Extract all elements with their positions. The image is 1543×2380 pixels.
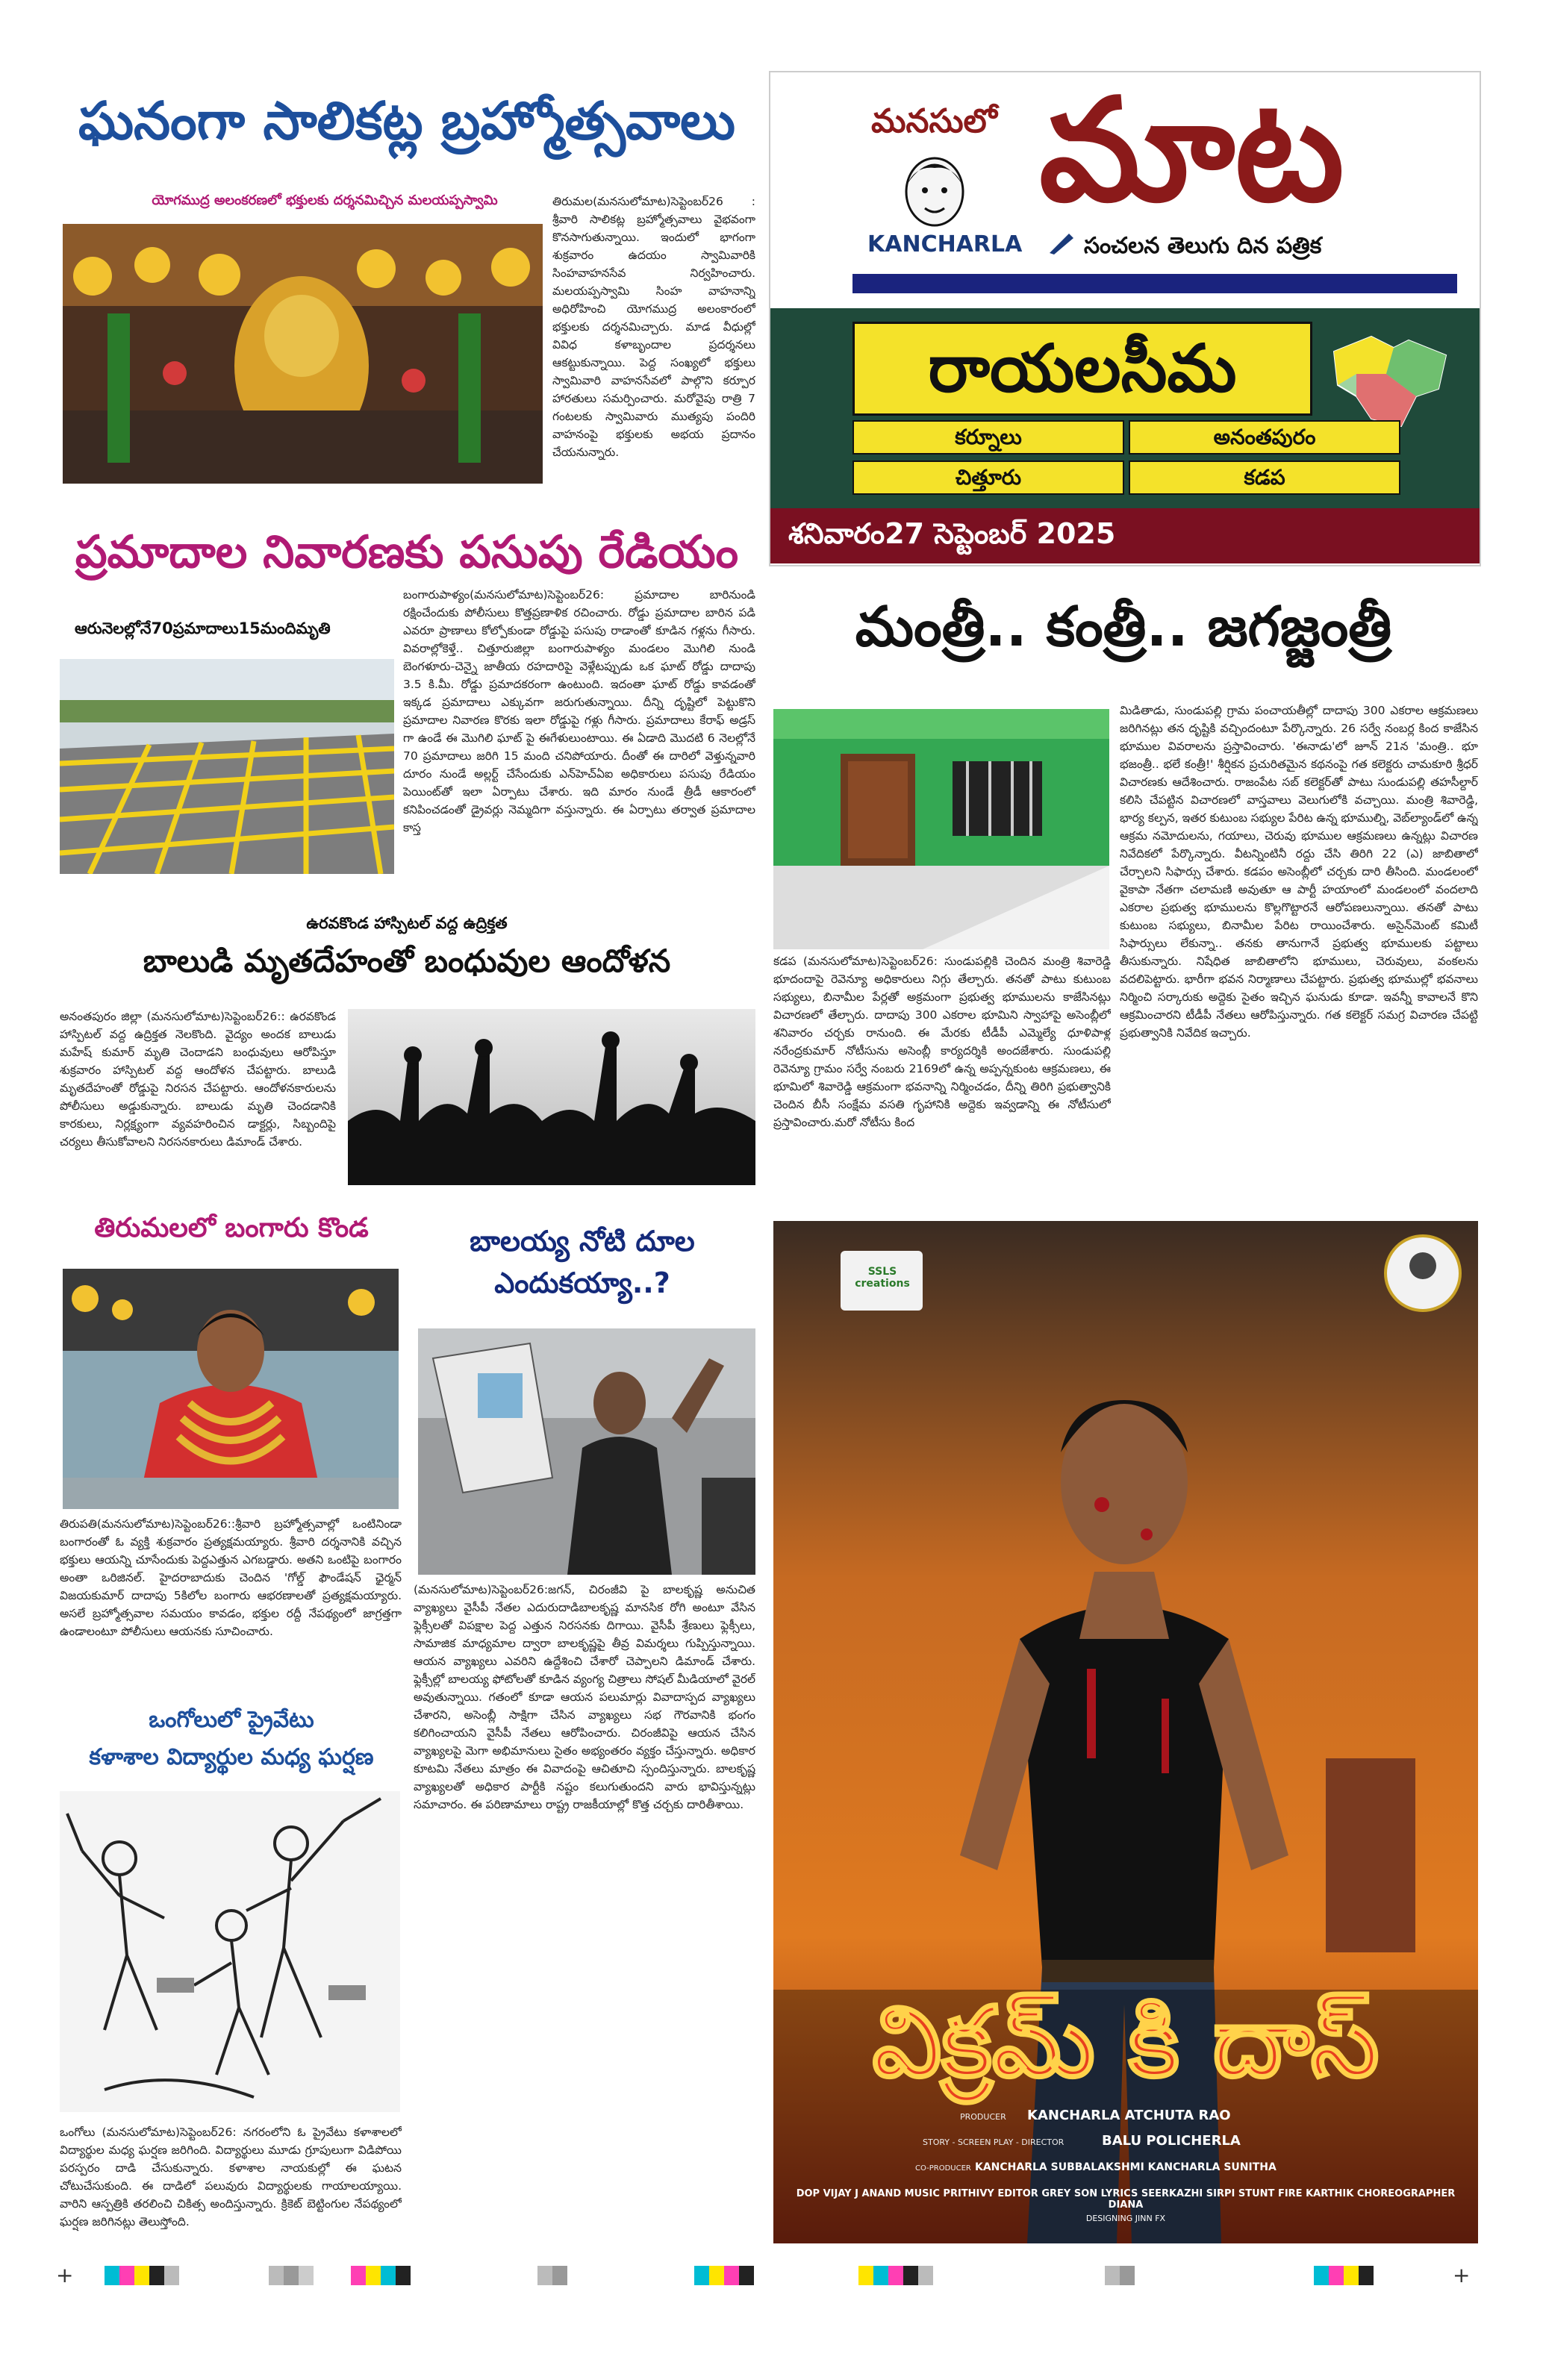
color-bar-7 bbox=[1105, 2266, 1135, 2285]
balayya-headline-line1: బాలయ్య నోటి దూల bbox=[470, 1225, 695, 1258]
uravakonda-body: అనంతపురం జిల్లా (మనసులోమాట)సెప్టెంబర్26:: ఉరవకొండ హాస్పిటల్ వద్ద ఉద్రిక్తత నెలకొంది. వైద్యం అందక బాలుడు మహేష్ కుమార్ మృతి చెందాడని బంధువులు ఆరోపిస్తూ శుక్రవారం హాస్పిటల్ వద్ద ఆందోళన చేపట్టారు. బాలుడి మృతదేహంతో రోడ్డుపై నిరసన చేపట్టారు. ఆందోళనకారులను పోలీసులు అడ్డుకున్నారు. బాలుడు మృతి చెందడానికి కారకులు, నిర్లక్ష్యంగా వ్యవహరించిన డాక్టర్లు, సిబ్బందిపై చర్యలు తీసుకోవాలని నిరసనకారులు డిమాండ్ చేశారు. bbox=[60, 1010, 336, 1149]
minister-headline: మంత్రీ.. కంత్రీ.. జగజ్జంత్రీ bbox=[855, 595, 1392, 659]
color-bar-2 bbox=[269, 2266, 314, 2285]
masthead-blue-bar bbox=[852, 274, 1457, 293]
masthead-tagline: సంచలన తెలుగు దిన పత్రిక bbox=[1084, 233, 1322, 259]
masthead-portrait bbox=[894, 147, 976, 229]
radium-caption: ఆరునెలల్లోనే70ప్రమాదాలు15మందిమృతి bbox=[75, 619, 331, 637]
gold-man-photo bbox=[63, 1269, 399, 1509]
minister-body-right: మిడితాడు, సుండుపల్లి గ్రామ పంచాయతీల్లో దాదాపు 300 ఎకరాల ఆక్రమణలు జరిగినట్లు తన దృష్టికి వచ్చిందంటూ పేర్కొన్నారు. 26 సర్వే నంబర్ల కింద కాజేసిన భూముల వివరాలను ప్రస్తావించారు. 'ఈనాడు'లో జూన్ 21న 'మంత్రి.. భూ భజంత్రీ.. భలే కంత్రీ!' శీర్షికన ప్రచురితమైన కథనంపై గత కలెక్టరు చామకూరి శ్రీధర్ విచారణకు ఆదేశించారు. రాజంపేట సబ్ కలెక్టర్‌తో పాటు సుండుపల్లి తహసీల్దార్ కలిసి చేపట్టిన విచారణలో వాస్తవాలు వెలుగులోకి వచ్చాయి. మంత్రి శివారెడ్డి, భార్య కల్పన, ఇతర కుటుంబ సభ్యుల పేరిట ఉన్న భూముల్ని, వెబ్‌ల్యాండ్‌లో ఉన్న ఆక్రమ నమోదులను, గయాలు, చెరువు భూముల ఆక్రమణలు ఉన్నట్లు విచారణ నివేదికలో పేర్కొన్నారు. వీటన్నింటినీ రద్దు చేసి తిరిగి 22 (ఎ) జాబితాలో చేర్చాలని సిఫార్సు చేశారు. కడపం అసెంబ్లీలో చర్చకు దారి తీసింది. మండలంలో వైకాపా నేతగా చలామణి అవుతూ ఆ పార్టీ హయాంలో మండలంలో వందలాది ఎకరాల ప్రభుత్వ భూములను కొల్లగొట్టారనే ఆరోపణలున్నాయి. తనతో పాటు కుటుంబ సభ్యులు, బినామీల పేరిట రాయించేశారు. అసైన్‌మెంట్ కమిటీ సిఫార్సులు లేకున్నా.. తనకు తానుగానే ప్రభుత్వ భూములకు పట్టాలు తీసుకున్నారు. నిషేధిత జాబితాలోని భూములు, చెరువులు, వంకలను వదలిపెట్టారు. భారీగా భవన నిర్మాణాలు చేపట్టారు. ప్రభుత్వ భూముల్లో భవనాలు నిర్మించి సర్కారుకు అద్దెకు సైతం ఇచ్చిన ఘనుడు కూడా. ఇవన్నీ కావాలనే కొని ఆక్రమించారని టీడీపీ నేతలు ఆరోపిస్తున్నారు. గత కలెక్టర్ సమగ్ర విచారణ చేపట్టి ప్రభుత్వానికి నివేదిక ఇచ్చారు. bbox=[1120, 704, 1478, 1040]
masthead-tag: మనసులో bbox=[871, 102, 997, 140]
movie-credits: DOP VIJAY J ANAND MUSIC PRITHIVY EDITOR GREY SON LYRICS SEERKAZHI SIRPI STUNT FIRE KARTHIK CHOREOGRAPHER DIANA bbox=[796, 2188, 1456, 2211]
color-bar-8 bbox=[1314, 2266, 1374, 2285]
color-bar-4 bbox=[537, 2266, 567, 2285]
minister-house-photo bbox=[773, 709, 1109, 949]
color-bar-5 bbox=[694, 2266, 754, 2285]
color-bar-3 bbox=[351, 2266, 411, 2285]
radium-photo bbox=[60, 659, 394, 874]
masthead-title: మాట bbox=[1039, 68, 1344, 233]
district-kadapa: కడప bbox=[1129, 460, 1400, 495]
edition-label: రాయలసీమ bbox=[928, 330, 1237, 407]
movie-poster bbox=[773, 1221, 1478, 2243]
minister-body-left: కడప (మనసులోమాట)సెప్టెంబర్26: సుండుపల్లికి చెందిన మంత్రి శివారెడ్డి భూదందాపై రెవెన్యూ అధికారులు నిగ్గు తేల్చారు. తనతో పాటు కుటుంబ సభ్యులు, బినామీల పేర్లతో అక్రమంగా ప్రభుత్వ భూములను కాజేసినట్లు విచారణలో తేల్చారు. దాదాపు 300 ఎకరాల భూమిని స్వాహాపై అసెంబ్లీలో శనివారం చర్చకు రానుంది. ఈ మేరకు టీడీపీ ఎమ్మెల్యే ధూళిపాళ్ల నరేంద్రకుమార్ నోటీసును అసెంబ్లీ కార్యదర్శికి అందజేశారు. సుండుపల్లి రెవెన్యూ గ్రామం సర్వే నంబరు 2169లో ఉన్న అప్పన్నకుంట ఆక్రమణలు, ఈ భూమిలో శివారెడ్డి ఆక్రమంగా భవనాన్ని నిర్మించడం, దీన్ని తిరిగి ప్రభుత్వానికి చెందిన బీసీ సంక్షేమ వసతి గృహానికి అద్దెకు ఇవ్వడాన్ని ఈ నోటీసులో ప్రస్తావించారు.మరో నోటీసు కింద bbox=[773, 955, 1111, 1129]
radium-headline: ప్రమాదాల నివారణకు పసుపు రేడియం bbox=[75, 526, 739, 578]
district-anantapur: అనంతపురం bbox=[1129, 420, 1400, 455]
protest-photo bbox=[348, 1009, 755, 1185]
brahmotsavam-body: తిరుమల(మనసులోమాట)సెప్టెంబర్26 : శ్రీవారి సాలికట్ల బ్రహ్మోత్సవాలు వైభవంగా కొనసాగుతున్నాయి. ఇందులో భాగంగా శుక్రవారం ఉదయం స్వామివారికి సింహవాహనసేవ నిర్వహించారు. మలయప్పస్వామి సింహ వాహనాన్ని అధిరోహించి యోగముద్ర అలంకారంలో భక్తులకు దర్శనమిచ్చారు. మాడ వీధుల్లో వివిధ కళాబృందాల ప్రదర్శనలు ఆకట్టుకున్నాయి. పెద్ద సంఖ్యలో భక్తులు స్వామివారి వాహనసేవలో పాల్గొని కర్పూర హారతులు సమర్పించారు. మరోవైపు రాత్రి 7 గంటలకు స్వామివారు ముత్యపు పందిరి వాహనంపై భక్తులకు అభయ ప్రదానం చేయనున్నారు. bbox=[552, 195, 755, 459]
uravakonda-kicker: ఉరవకొండ హాస్పిటల్ వద్ద ఉద్రిక్తత bbox=[306, 914, 508, 932]
color-bar-6 bbox=[858, 2266, 933, 2285]
movie-director: BALU POLICHERLA bbox=[1102, 2133, 1241, 2149]
masthead-brand: KANCHARLA bbox=[867, 231, 1023, 257]
crop-mark-left: + bbox=[56, 2263, 74, 2287]
balayya-body: (మనసులోమాట)సెప్టెంబర్26:జగన్, చిరంజీవి పై బాలకృష్ణ అనుచిత వ్యాఖ్యలు వైసీపీ నేతల ఎదురుదాడిబాలకృష్ణ మానసిక రోగి అంటూ వేసిన ఫ్లెక్సీలతో విపక్షాల పెద్ద ఎత్తున నిరసనకు దిగాయి. వైసీపీ శ్రేణులు ఫ్లెక్సీలు, సామాజిక మాధ్యమాల ద్వారా బాలకృష్ణపై తీవ్ర విమర్శలు గుప్పిస్తున్నాయి. ఆయన వ్యాఖ్యలు ఎవరిని ఉద్దేశించి చేశారో చెప్పాలని డిమాండ్ చేశారు. ఫ్లెక్సీల్లో బాలయ్య ఫోటోలతో కూడిన వ్యంగ్య చిత్రాలు సోషల్ మీడియాలో వైరల్ అవుతున్నాయి. గతంలో కూడా ఆయన పలుమార్లు వివాదాస్పద వ్యాఖ్యలు చేశారని, అసెంబ్లీ సాక్షిగా చేసిన వ్యాఖ్యలు సభ గౌరవానికి భంగం కలిగించాయని వైసీపీ నేతలు ఆరోపించారు. చిరంజీవిపై ఆయన చేసిన వ్యాఖ్యలపై మెగా అభిమానులు సైతం అభ్యంతరం వ్యక్తం చేస్తున్నారు. అధికార కూటమి నేతలు మాత్రం ఈ వివాదంపై ఆచితూచి స్పందిస్తున్నారు. బాలకృష్ణ వ్యాఖ్యలతో అధికార పార్టీకి నష్టం కలుగుతుందని వారు భావిస్తున్నట్లు సమాచారం. ఈ పరిణామాలు రాష్ట్ర రాజకీయాల్లో కొత్త చర్చకు దారితీశాయి. bbox=[414, 1583, 755, 1811]
ongole-headline-line2: కళాశాల విద్యార్థుల మధ్య ఘర్షణ bbox=[89, 1744, 374, 1770]
crop-mark-right: + bbox=[1453, 2263, 1471, 2287]
movie-producer: KANCHARLA ATCHUTA RAO bbox=[1027, 2108, 1231, 2123]
masthead-date-bar bbox=[770, 508, 1480, 563]
movie-title: విక్రమ్ కి దాస్ bbox=[872, 1985, 1380, 2099]
uravakonda-headline: బాలుడి మృతదేహంతో బంధువుల ఆందోళన bbox=[143, 943, 671, 979]
district-kurnool: కర్నూలు bbox=[852, 420, 1124, 455]
movie-producer-label: PRODUCER bbox=[960, 2112, 1006, 2122]
movie-director-label: STORY - SCREEN PLAY - DIRECTOR bbox=[923, 2137, 1064, 2147]
movie-coproducer-label: CO-PRODUCER bbox=[915, 2164, 971, 2173]
brahmotsavam-caption: యోగముద్ర అలంకరణలో భక్తులకు దర్శనమిచ్చిన మలయప్పస్వామి bbox=[152, 193, 498, 208]
movie-coproducers: KANCHARLA SUBBALAKSHMI KANCHARLA SUNITHA bbox=[975, 2161, 1277, 2173]
balayya-protest-photo bbox=[418, 1328, 755, 1575]
district-chittoor: చిత్తూరు bbox=[852, 460, 1124, 495]
gold-headline: తిరుమలలో బంగారు కొండ bbox=[94, 1213, 369, 1243]
pen-icon bbox=[1047, 229, 1076, 259]
masthead-date: శనివారం27 సెప్టెంబర్ 2025 bbox=[788, 517, 1116, 550]
brahmotsavam-headline: ఘనంగా సాలికట్ల బ్రహ్మోత్సవాలు bbox=[78, 90, 736, 152]
balayya-headline-line2: ఎందుకయ్యా..? bbox=[494, 1266, 670, 1299]
movie-logo: SSLS creations bbox=[855, 1266, 910, 1290]
color-bar-1 bbox=[105, 2266, 179, 2285]
radium-body: బంగారుపాళ్యం(మనసులోమాట)సెప్టెంబర్26: ప్రమాదాల బారినుండి రక్షించేందుకు పోలీసులు కొత్తప్రణాళిక రచించారు. రోడ్డు ప్రమాదాల బారిన పడి ఎవరూ ప్రాణాలు కోల్పోకుండా రోడ్డుపై పసుపు రాడాంతో కూడిన గళ్లను గీసారు. వివరాల్లోకెళ్తే.. చిత్తూరుజిల్లా బంగారుపాళ్యం మండలం మొగిలి నుండి బెంగళూరు-చెన్నై జాతీయ రహదారిపై వెళ్లేటప్పుడు ఒక ఘాట్ రోడ్డు దాదాపు 3.5 కి.మీ. రోడ్డు ప్రమాదకరంగా ఉంటుంది. ఇదంతా ఘాట్ రోడ్డు కావడంతో ఇక్కడ ప్రమాదాలు ఎక్కువగా జరుగుతున్నాయి. దీన్ని దృష్టిలో పెట్టుకొని ప్రమాదాల నివారణ కొరకు ఇలా రోడ్డుపై గళ్లు గీసారు. ప్రమాదాలు కేరాఫ్ అడ్రస్ గా ఉండే ఈ మొగిలి ఘాట్ పై ఈగేళులుంటాయి. ఈ ఏడాది మొదటి 6 నెలల్లోనే 70 ప్రమాదాలు జరిగి 15 మంది చనిపోయారు. దీంతో ఈ దారిలో వెళ్తున్నవారి దూరం నుండే అల్లర్ట్ చేసేందుకు ఎన్‌హెచ్ఏఐ అధికారులు పసుపు రేడియం పెయింట్‌తో ఇలా ఏర్పాటు చేశారు. ఇది మారం నుండే త్రీడీ ఆకారంలో కనిపించడంతో డ్రైవర్లు నెమ్మదిగా వస్తున్నారు. ఈ ఏర్పాటు తర్వాత ప్రమాదాల కాస్త bbox=[403, 588, 755, 834]
brahmotsavam-photo bbox=[63, 224, 543, 484]
ongole-sketch bbox=[60, 1791, 400, 2112]
gold-body: తిరుపతి(మనసులోమాట)సెప్టెంబర్26::శ్రీవారి బ్రహ్మోత్సవాల్లో ఒంటినిండా బంగారంతో ఓ వ్యక్తి శుక్రవారం ప్రత్యక్షమయ్యారు. శ్రీవారి దర్శనానికి వచ్చిన భక్తులు ఆయన్ని చూసేందుకు పెద్దఎత్తున ఎగబడ్డారు. అతని ఒంటిపై బంగారం అంతా ఒరిజినల్. హైదరాబాదుకు చెందిన 'గోల్డ్ ఫౌండేషన్ ఛైర్మన్ విజయకుమార్ దాదాపు 5కిలోల బంగారు ఆభరణాలతో ప్రత్యక్షమయ్యారు. అసలే బ్రహ్మోత్సవాల సమయం కావడం, భక్తుల రద్దీ నేపథ్యంలో జాగ్రత్తగా ఉండాలంటూ పోలీసులు ఆయనకు సూచించారు. bbox=[60, 1517, 402, 1638]
ongole-headline-line1: ఒంగోలులో ప్రైవేటు bbox=[149, 1707, 314, 1733]
masthead-green-panel bbox=[770, 308, 1480, 508]
map-icon bbox=[1327, 322, 1453, 437]
masthead bbox=[769, 68, 1481, 566]
ongole-body: ఒంగోలు (మనసులోమాట)సెప్టెంబర్26: నగరంలోని ఓ ప్రైవేటు కళాశాలలో విద్యార్థుల మధ్య ఘర్షణ జరిగింది. విద్యార్థులు మూడు గ్రూపులుగా విడిపోయి పరస్పరం దాడి చేసుకున్నారు. కళాశాల నాయకుల్లో ఈ ఘటన చోటుచేసుకుంది. ఈ దాడిలో పలువురు విద్యార్థులకు గాయాలయ్యాయి. వారిని ఆస్పత్రికి తరలించి చికిత్స అందిస్తున్నారు. క్రికెట్ బెట్టింగుల నేపథ్యంలో ఘర్షణ జరిగినట్లు తెలుస్తోంది. bbox=[60, 2126, 402, 2228]
movie-design-credit: DESIGNING JINN FX bbox=[1085, 2214, 1166, 2223]
edition-name bbox=[852, 322, 1312, 416]
